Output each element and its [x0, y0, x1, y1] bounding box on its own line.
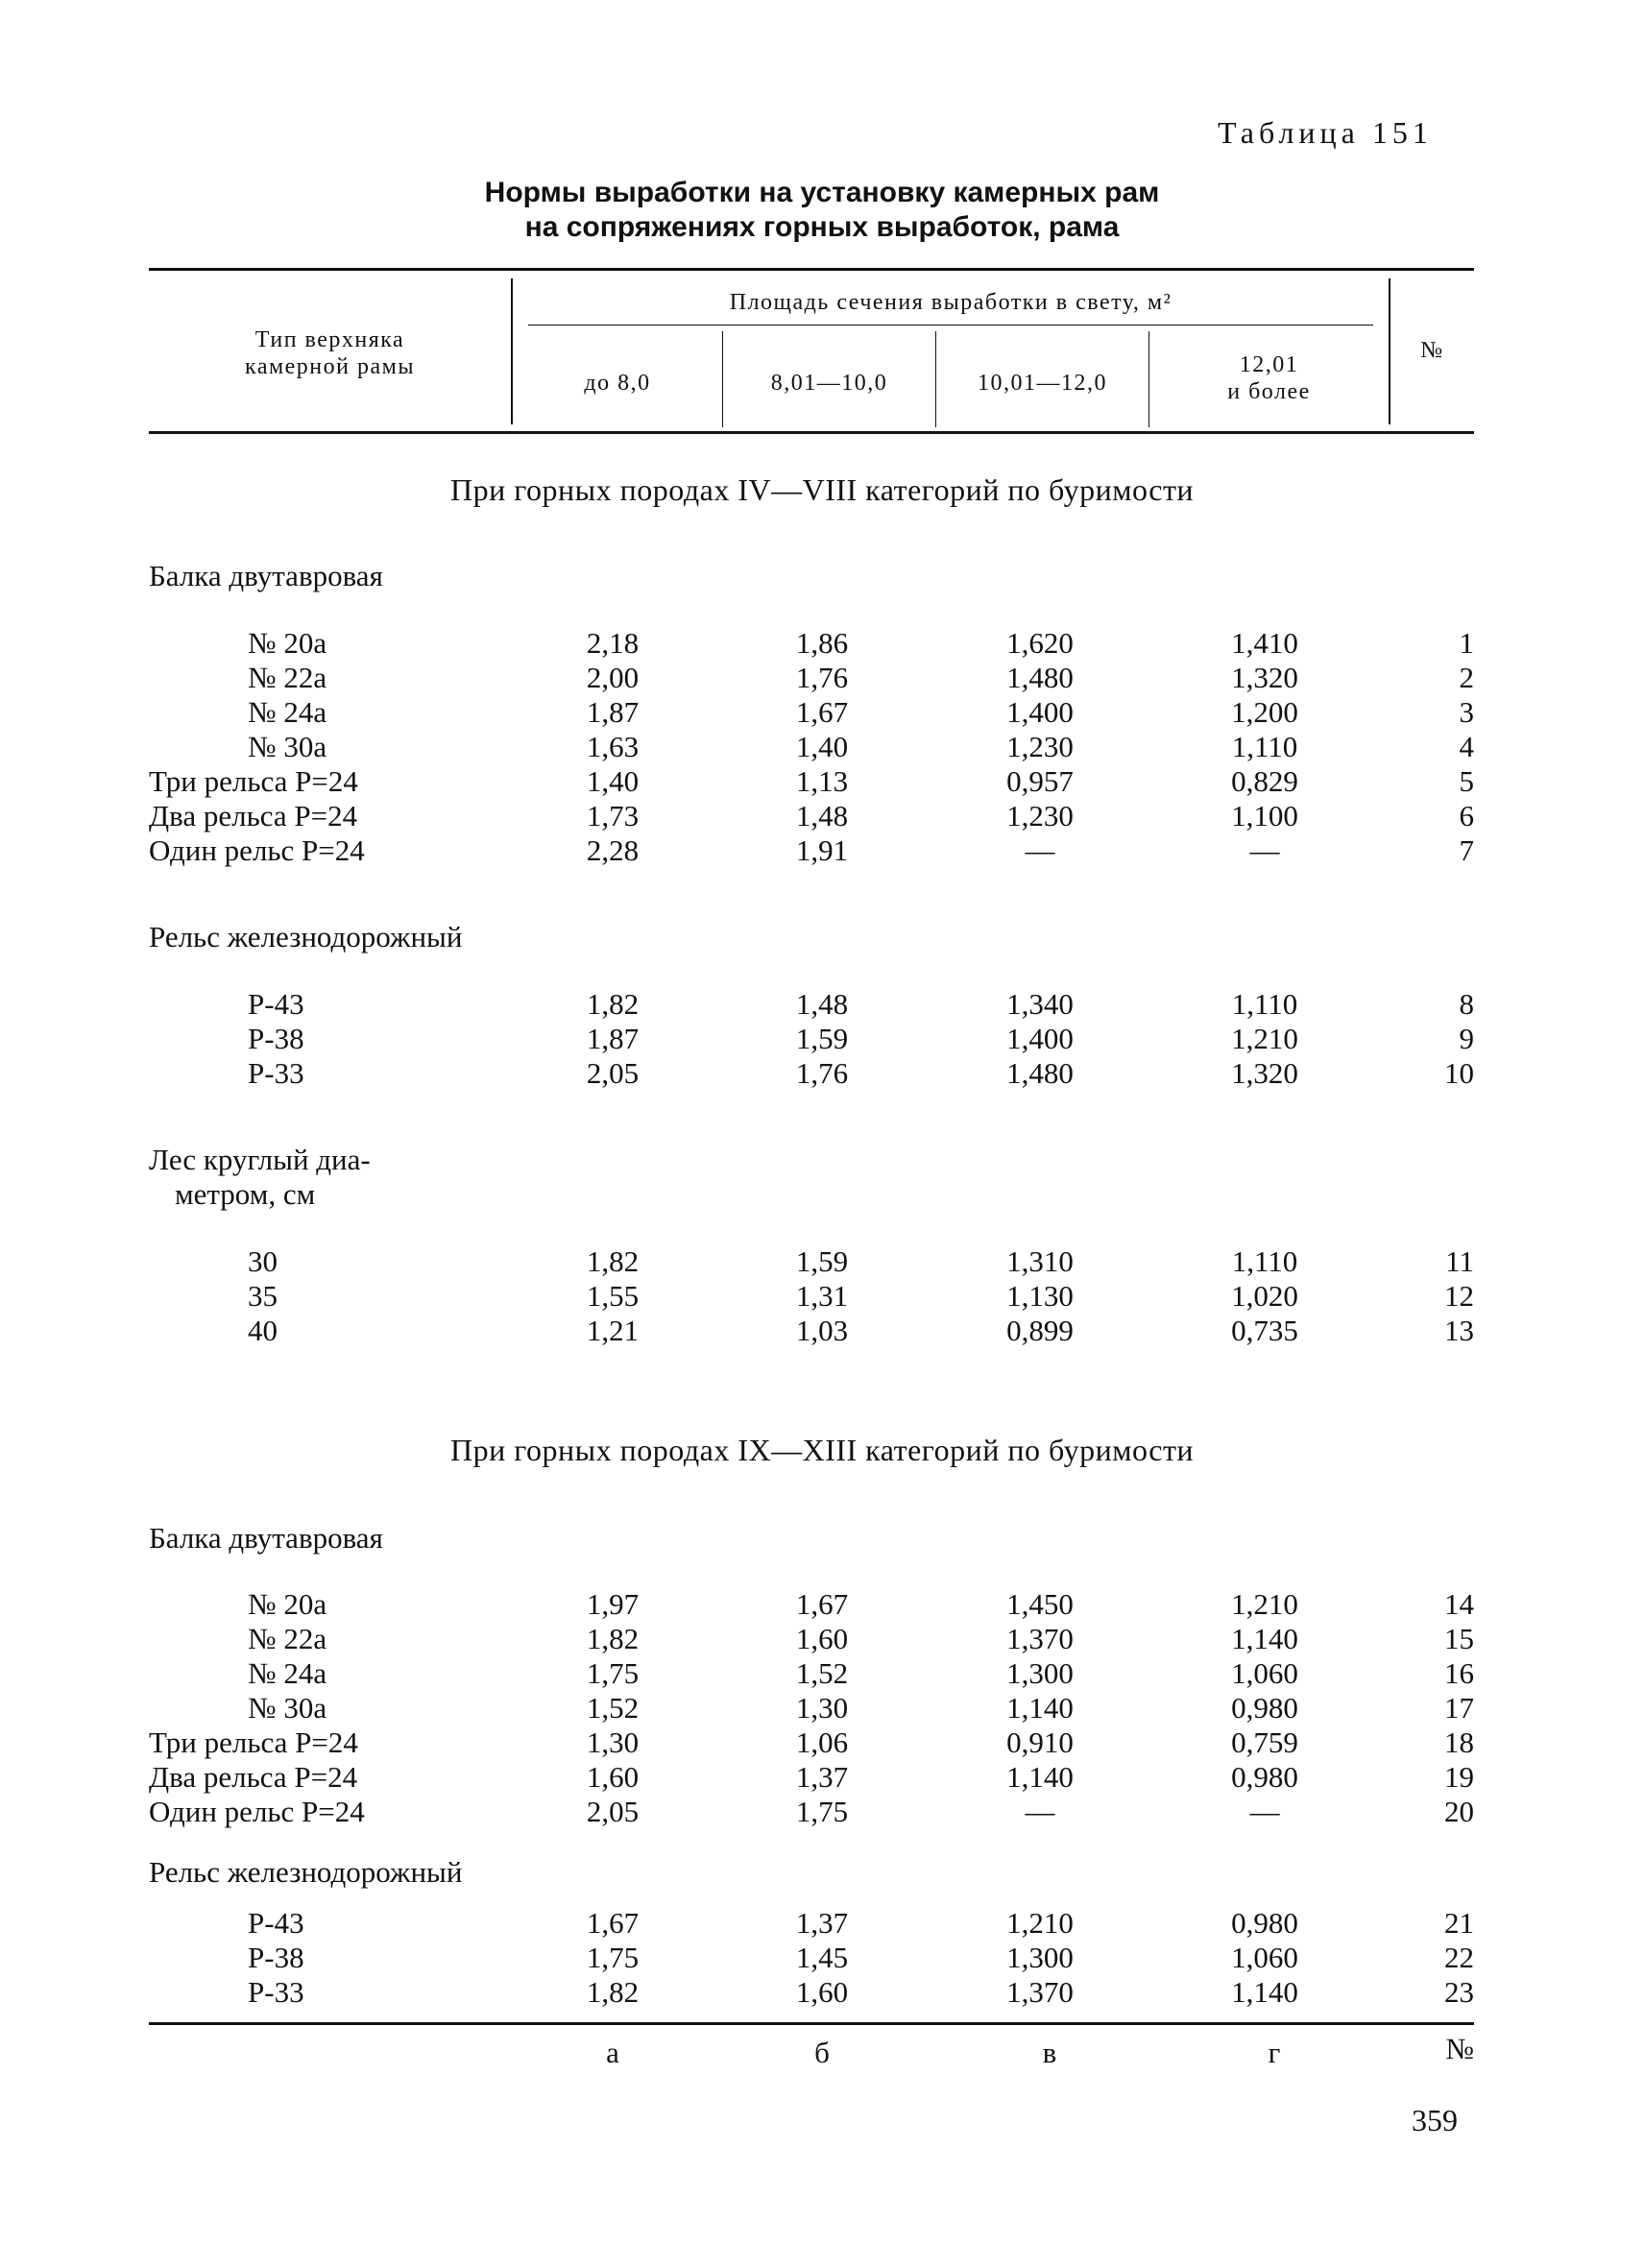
row-value: 1,210 [1231, 1022, 1298, 1055]
row-value: 0,980 [1231, 1906, 1298, 1940]
row-value: 1,140 [1006, 1691, 1074, 1725]
row-value: 1,60 [795, 1622, 849, 1655]
row-number: 8 [1459, 987, 1474, 1021]
row-value: 1,320 [1231, 661, 1298, 694]
row-number: 9 [1459, 1022, 1474, 1055]
header-type-col [149, 326, 511, 380]
group-title: Балка двутавровая [149, 1521, 383, 1555]
header-area-col-a: до 8,0 [584, 371, 651, 396]
row-value: 1,300 [1006, 1941, 1074, 1974]
row-value: 1,03 [795, 1314, 849, 1347]
row-value: 1,230 [1006, 730, 1074, 763]
row-value: 0,735 [1231, 1314, 1298, 1347]
row-value: 1,230 [1006, 799, 1074, 832]
header-text: Тип верхняка [254, 327, 405, 352]
row-value: 1,140 [1231, 1975, 1298, 2009]
row-number: 16 [1444, 1656, 1474, 1690]
row-value: 1,82 [586, 987, 640, 1021]
row-number: 17 [1444, 1691, 1474, 1725]
row-value: 1,020 [1231, 1279, 1298, 1313]
row-value: 1,140 [1231, 1622, 1298, 1655]
row-value: 1,52 [586, 1691, 640, 1725]
row-value: 1,480 [1006, 661, 1074, 694]
row-number: 22 [1444, 1941, 1474, 1974]
row-label: № 24а [248, 1656, 327, 1690]
row-value: 1,480 [1006, 1056, 1074, 1090]
row-label: № 24а [248, 695, 327, 729]
row-value: 1,140 [1006, 1760, 1074, 1794]
row-value: 1,370 [1006, 1975, 1074, 2009]
row-value: 1,31 [795, 1279, 849, 1313]
row-number: 3 [1459, 695, 1474, 729]
row-value: 1,63 [586, 730, 640, 763]
header-area-col-b: 8,01—10,0 [770, 371, 888, 396]
row-value: 1,76 [795, 661, 849, 694]
row-number: 14 [1444, 1587, 1474, 1621]
row-label: Два рельса Р=24 [149, 799, 358, 832]
row-value: 1,75 [586, 1656, 640, 1690]
row-value: 1,75 [586, 1941, 640, 1974]
row-label: Р-38 [248, 1941, 304, 1974]
bottom-rule [149, 2022, 1474, 2025]
row-value: — [1025, 833, 1055, 867]
row-value: 1,82 [586, 1975, 640, 2009]
row-value: 1,30 [586, 1725, 640, 1759]
row-label: № 20а [248, 626, 327, 660]
row-value: 1,110 [1231, 730, 1298, 763]
row-value: 1,370 [1006, 1622, 1074, 1655]
row-label: № 22а [248, 1622, 327, 1655]
row-number: 21 [1444, 1906, 1474, 1940]
row-value: 2,28 [586, 833, 640, 867]
row-label: Один рельс Р=24 [149, 833, 365, 867]
row-label: № 20а [248, 1587, 327, 1621]
row-label: 30 [248, 1244, 278, 1278]
row-value: 1,73 [586, 799, 640, 832]
row-number: 4 [1459, 730, 1474, 763]
row-value: — [1249, 833, 1280, 867]
row-value: 1,52 [795, 1656, 849, 1690]
row-value: 2,05 [586, 1056, 640, 1090]
group-title: метром, см [175, 1177, 316, 1211]
row-value: 1,210 [1006, 1906, 1074, 1940]
row-value: 0,980 [1231, 1760, 1298, 1794]
row-label: № 30а [248, 730, 327, 763]
row-value: 2,05 [586, 1795, 640, 1828]
top-rule [149, 268, 1474, 271]
row-number: 6 [1459, 799, 1474, 832]
footer-col-label: № [1445, 2032, 1474, 2065]
group-title: Лес круглый диа- [149, 1143, 371, 1176]
row-label: Р-43 [248, 987, 304, 1021]
table-title-line-2: на сопряжениях горных выработок, рама [524, 211, 1120, 243]
row-value: 1,82 [586, 1622, 640, 1655]
row-value: 1,59 [795, 1022, 849, 1055]
row-label: Р-33 [248, 1056, 304, 1090]
row-value: 1,67 [586, 1906, 640, 1940]
row-value: 1,67 [795, 695, 849, 729]
row-number: 2 [1459, 661, 1474, 694]
header-area-col-v: 10,01—12,0 [978, 371, 1107, 396]
row-value: 1,45 [795, 1941, 849, 1974]
footer-col-label: в [1042, 2036, 1057, 2069]
row-label: Два рельса Р=24 [149, 1760, 358, 1794]
row-value: 1,59 [795, 1244, 849, 1278]
row-value: 2,18 [586, 626, 640, 660]
row-value: 0,910 [1006, 1725, 1074, 1759]
row-value: 1,320 [1231, 1056, 1298, 1090]
group-title: Балка двутавровая [149, 559, 383, 592]
row-number: 1 [1459, 626, 1474, 660]
row-value: 0,899 [1006, 1314, 1074, 1347]
row-value: 1,310 [1006, 1244, 1074, 1278]
header-no-col: № [1420, 338, 1444, 363]
row-value: 1,620 [1006, 626, 1074, 660]
header-area-col-g [1149, 351, 1389, 405]
row-number: 20 [1444, 1795, 1474, 1828]
row-value: 1,40 [586, 764, 640, 798]
row-label: Р-38 [248, 1022, 304, 1055]
row-value: 1,87 [586, 695, 640, 729]
row-value: 1,13 [795, 764, 849, 798]
header-area-group: Площадь сечения выработки в свету, м² [729, 290, 1173, 315]
row-value: 1,86 [795, 626, 849, 660]
row-value: 1,48 [795, 987, 849, 1021]
row-value: — [1249, 1795, 1280, 1828]
row-value: 1,82 [586, 1244, 640, 1278]
row-number: 12 [1444, 1279, 1474, 1313]
header-bottom-rule [149, 431, 1474, 434]
row-value: — [1025, 1795, 1055, 1828]
row-value: 1,060 [1231, 1941, 1298, 1974]
footer-col-label: г [1268, 2036, 1281, 2069]
row-value: 1,87 [586, 1022, 640, 1055]
row-value: 1,40 [795, 730, 849, 763]
row-label: № 22а [248, 661, 327, 694]
row-label: № 30а [248, 1691, 327, 1725]
row-number: 18 [1444, 1725, 1474, 1759]
section-heading: При горных породах IX—XIII категорий по буримости [449, 1433, 1195, 1467]
row-value: 0,829 [1231, 764, 1298, 798]
row-value: 1,400 [1006, 1022, 1074, 1055]
row-value: 1,450 [1006, 1587, 1074, 1621]
row-value: 1,75 [795, 1795, 849, 1828]
header-text: 12,01 [1239, 352, 1299, 377]
header-text: камерной рамы [245, 354, 415, 379]
row-label: 35 [248, 1279, 278, 1313]
row-value: 1,30 [795, 1691, 849, 1725]
row-value: 1,210 [1231, 1587, 1298, 1621]
section-heading: При горных породах IV—VIII категорий по буримости [449, 472, 1195, 507]
page-number: 359 [1412, 2103, 1458, 2137]
table-label: Таблица 151 [1218, 115, 1433, 150]
row-value: 1,97 [586, 1587, 640, 1621]
row-number: 11 [1445, 1244, 1474, 1278]
row-value: 0,980 [1231, 1691, 1298, 1725]
row-value: 1,340 [1006, 987, 1074, 1021]
row-label: Три рельса Р=24 [149, 764, 358, 798]
table-title-line-1: Нормы выработки на установку камерных рам [484, 177, 1160, 208]
row-value: 1,400 [1006, 695, 1074, 729]
row-value: 0,957 [1006, 764, 1074, 798]
row-value: 1,110 [1231, 1244, 1298, 1278]
row-value: 1,410 [1231, 626, 1298, 660]
row-value: 1,60 [795, 1975, 849, 2009]
row-value: 1,60 [586, 1760, 640, 1794]
row-label: 40 [248, 1314, 278, 1347]
row-value: 1,37 [795, 1906, 849, 1940]
footer-col-label: а [606, 2036, 619, 2069]
row-value: 0,759 [1231, 1725, 1298, 1759]
row-label: Р-43 [248, 1906, 304, 1940]
row-value: 1,060 [1231, 1656, 1298, 1690]
row-value: 1,200 [1231, 695, 1298, 729]
row-number: 15 [1444, 1622, 1474, 1655]
row-value: 1,300 [1006, 1656, 1074, 1690]
header-subrule [528, 325, 1373, 326]
row-number: 13 [1444, 1314, 1474, 1347]
row-label: Р-33 [248, 1975, 304, 2009]
row-value: 1,110 [1231, 987, 1298, 1021]
footer-col-label: б [814, 2036, 830, 2069]
row-value: 1,76 [795, 1056, 849, 1090]
row-value: 1,37 [795, 1760, 849, 1794]
row-value: 1,55 [586, 1279, 640, 1313]
header-text: и более [1227, 379, 1311, 404]
group-title: Рельс железнодорожный [149, 1855, 463, 1889]
row-number: 5 [1459, 764, 1474, 798]
row-value: 1,67 [795, 1587, 849, 1621]
row-value: 1,06 [795, 1725, 849, 1759]
row-label: Три рельса Р=24 [149, 1725, 358, 1759]
row-number: 7 [1459, 833, 1474, 867]
row-value: 1,100 [1231, 799, 1298, 832]
group-title: Рельс железнодорожный [149, 920, 463, 953]
row-value: 1,21 [586, 1314, 640, 1347]
row-value: 2,00 [586, 661, 640, 694]
row-number: 19 [1444, 1760, 1474, 1794]
row-label: Один рельс Р=24 [149, 1795, 365, 1828]
row-number: 23 [1444, 1975, 1474, 2009]
row-value: 1,130 [1006, 1279, 1074, 1313]
row-value: 1,91 [795, 833, 849, 867]
row-number: 10 [1444, 1056, 1474, 1090]
row-value: 1,48 [795, 799, 849, 832]
